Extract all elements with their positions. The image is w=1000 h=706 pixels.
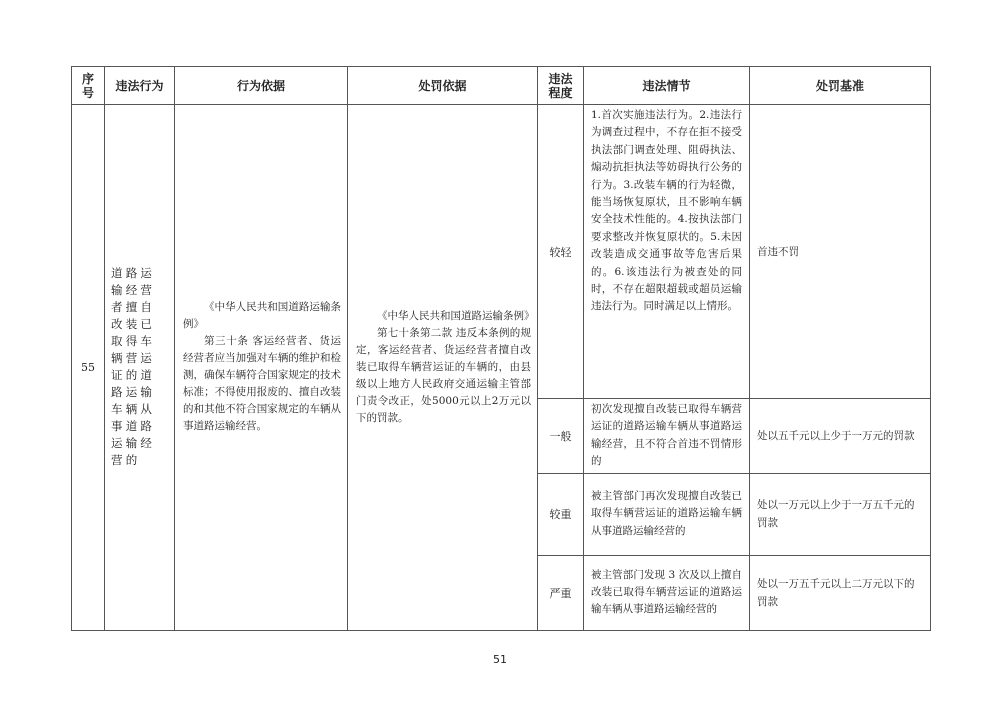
penalty-basis-title: 《中华人民共和国道路运输条例》: [377, 309, 535, 322]
degree-severe: 严重: [538, 555, 584, 630]
header-behavior-basis: 行为依据: [175, 67, 348, 105]
standard-severe: 处以一万五千元以上二万元以下的罚款: [750, 555, 931, 630]
behavior-basis-cell: [175, 105, 348, 631]
standard-minor: 首违不罚: [750, 105, 931, 399]
violation-cell: [105, 105, 175, 631]
header-standard: 处罚基准: [750, 67, 931, 105]
header-row: [72, 67, 931, 105]
standard-general: 处以五千元以上少于一万元的罚款: [750, 399, 931, 474]
degree-general: 一般: [538, 399, 584, 474]
circumstance-serious: 被主管部门再次发现擅自改装已取得车辆营运证的道路运输车辆从事道路运输经营的: [584, 473, 750, 555]
table-row: [72, 105, 931, 399]
penalty-standard-table: [71, 66, 931, 631]
header-circumstance: 违法情节: [584, 67, 750, 105]
header-violation: 违法行为: [105, 67, 175, 105]
violation-text: 道路运输经营者擅自改装已取得车辆营运证的道路运输车辆从事道路运输经营的: [111, 266, 156, 468]
header-penalty-basis: 处罚依据: [348, 67, 538, 105]
circumstance-minor: 1.首次实施违法行为。2.违法行为调查过程中，不存在拒不接受执法部门调查处理、阻碍执法、煽动抗拒执法等妨碍执行公务的行为。3.改装车辆的行为轻微，能当场恢复原状，且不影响车辆安全技术性能的。4.按执法部门要求整改并恢复原状的。5.未因改装造成交通事故等危害后果的。6.该违法行为被查处的同时，不存在超限超载或超员运输违法行为。同时满足以上情形。: [584, 105, 750, 399]
penalty-basis-cell: [348, 105, 538, 631]
behavior-basis-body: 第三十条 客运经营者、货运经营者应当加强对车辆的维护和检测，确保车辆符合国家规定的技术标准；不得使用报废的、擅自改装的和其他不符合国家规定的车辆从事道路运输经营。: [183, 335, 341, 433]
header-degree: 违法程度: [538, 67, 584, 105]
circumstance-general: 初次发现擅自改装已取得车辆营运证的道路运输车辆从事道路运输经营，且不符合首违不罚情形的: [584, 399, 750, 474]
standard-serious: 处以一万元以上少于一万五千元的罚款: [750, 473, 931, 555]
circumstance-severe: 被主管部门发现 3 次及以上擅自改装已取得车辆营运证的道路运输车辆从事道路运输经营的: [584, 555, 750, 630]
penalty-basis-body: 第七十条第二款 违反本条例的规定，客运经营者、货运经营者擅自改装已取得车辆营运证的车辆的，由县级以上地方人民政府交通运输主管部门责令改正，处5000元以上2万元以下的罚款。: [356, 326, 531, 424]
behavior-basis-title: 《中华人民共和国道路运输条例》: [183, 301, 341, 331]
row-seq: 55: [72, 105, 105, 631]
degree-serious: 较重: [538, 473, 584, 555]
degree-minor: 较轻: [538, 105, 584, 399]
header-seq: 序号: [72, 67, 105, 105]
page-number: 51: [493, 653, 507, 666]
